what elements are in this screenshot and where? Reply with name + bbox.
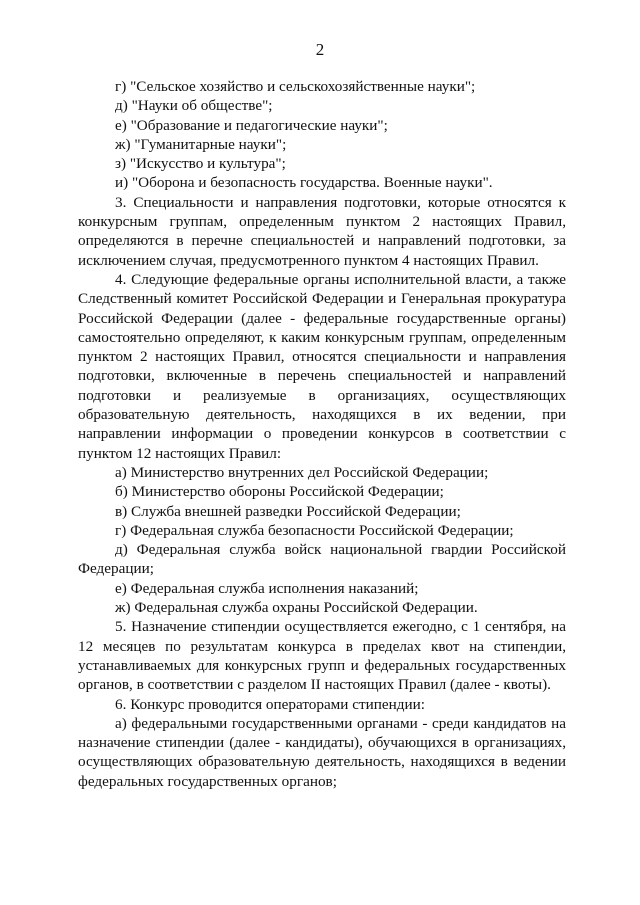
document-body [78, 77, 566, 791]
page-number: 2 [315, 40, 325, 59]
list-item-g-fsb: г) Федеральная служба безопасности Российской Федерации; [115, 521, 514, 539]
list-item-z-arts: з) "Искусство и культура"; [115, 155, 286, 173]
list-item-a-federal-bodies: а) федеральными государственными органами - среди кандидатов на назначение стипендии (далее - кандидаты), обучающихся в организациях, осуществляющих образовательную деятельность, находящихся в ведении федеральных государственных органов; [78, 714, 566, 790]
list-item-b-defense-ministry: б) Министерство обороны Российской Федерации; [115, 483, 444, 501]
list-item-e-fsin: е) Федеральная служба исполнения наказаний; [115, 579, 419, 597]
list-item-g-agriculture: г) "Сельское хозяйство и сельскохозяйственные науки"; [115, 78, 476, 95]
list-item-i-defense: и) "Оборона и безопасность государства. Военные науки". [115, 174, 493, 192]
list-item-a-mvd: а) Министерство внутренних дел Российской Федерации; [115, 463, 489, 481]
paragraph-4: 4. Следующие федеральные органы исполнительной власти, а также Следственный комитет Российской Федерации и Генеральная прокуратура Российской Федерации (далее - федеральные государственные органы) самостоятельно определяют, к каким конкурсным группам, определенным пунктом 2 настоящих Правил, относятся специальности и направления подготовки, включенные в перечень специальностей и направлений подготовки и реализуемые в организациях, осуществляющих образовательную деятельность, находящихся в их ведении, при направлении информации о проведении конкурсов в соответствии с пунктом 12 настоящих Правил: [78, 270, 566, 462]
list-item-d-rosgvardia: д) Федеральная служба войск национальной гвардии Российской Федерации; [78, 541, 566, 578]
list-item-e-education: е) "Образование и педагогические науки"; [115, 116, 388, 134]
list-item-d-social-sciences: д) "Науки об обществе"; [115, 97, 273, 115]
list-item-v-svr: в) Служба внешней разведки Российской Федерации; [115, 502, 461, 520]
paragraph-5: 5. Назначение стипендии осуществляется ежегодно, с 1 сентября, на 12 месяцев по результатам конкурса в пределах квот на стипендии, устанавливаемых для конкурсных групп и федеральных государственных органов, в соответствии с разделом II настоящих Правил (далее - квоты). [78, 618, 566, 694]
list-item-zh-humanities: ж) "Гуманитарные науки"; [115, 135, 287, 153]
paragraph-6: 6. Конкурс проводится операторами стипендии: [115, 695, 425, 713]
paragraph-3: 3. Специальности и направления подготовки, которые относятся к конкурсным группам, определенным пунктом 2 настоящих Правил, определяются в перечне специальностей и направлений подготовки, за исключением случая, предусмотренного пунктом 4 настоящих Правил. [78, 193, 566, 269]
list-item-zh-fso: ж) Федеральная служба охраны Российской Федерации. [115, 599, 478, 617]
